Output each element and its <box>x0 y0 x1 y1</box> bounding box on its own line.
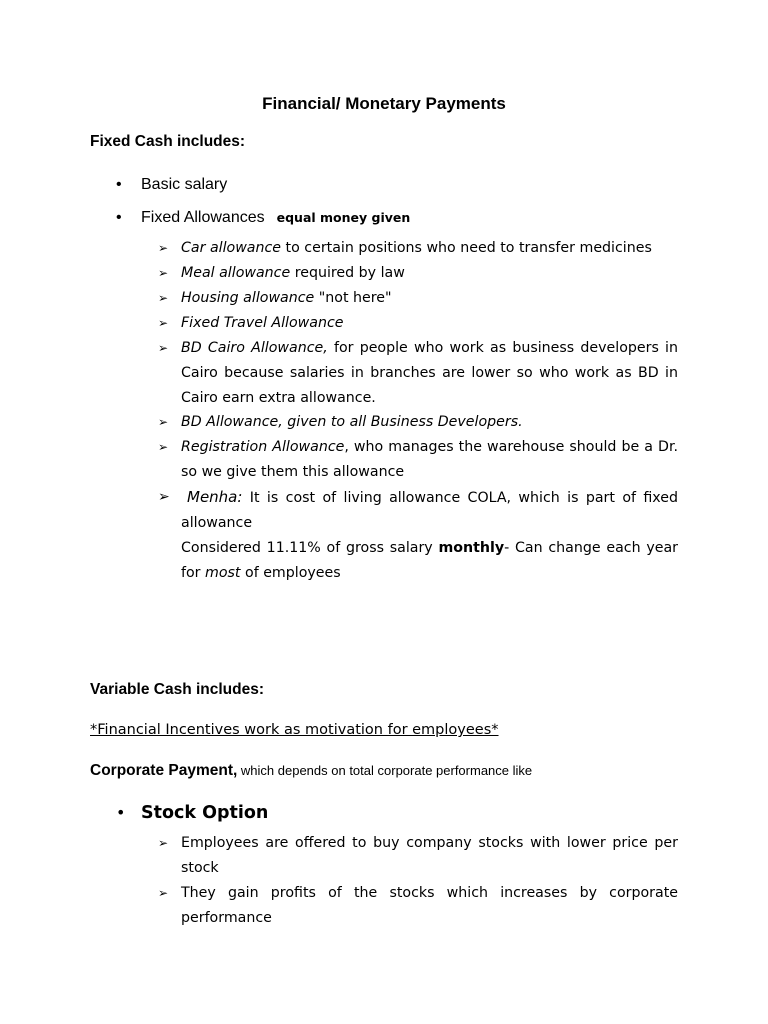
sub-item-term: Fixed Travel Allowance <box>181 315 344 331</box>
arrow-bullet-icon: ➢ <box>158 886 169 900</box>
arrow-bullet-icon: ➢ <box>158 266 169 280</box>
corporate-payment-desc: which depends on total corporate performance like <box>237 763 533 778</box>
arrow-bullet-icon: ➢ <box>158 489 170 505</box>
fixed-cash-heading: Fixed Cash includes: <box>90 133 246 150</box>
sub-item-car <box>158 236 678 261</box>
bullet-icon: • <box>116 803 126 822</box>
sub-item-desc: , who manages the warehouse should be a Dr. so we give them this allowance <box>181 439 679 480</box>
sub-item-term: Housing allowance <box>181 290 315 306</box>
sub-item-term: Car allowance <box>181 240 282 256</box>
sub-item-term: Registration Allowance <box>181 439 345 455</box>
sub-item-term: BD Cairo Allowance, <box>181 340 328 356</box>
arrow-bullet-icon: ➢ <box>158 415 169 429</box>
variable-cash-heading: Variable Cash includes: <box>90 681 265 698</box>
sub-item-meal <box>158 261 678 286</box>
sub-item-desc: Employees are offered to buy company stocks with lower price per stock <box>181 835 678 876</box>
sub-item-term: Meal allowance <box>181 265 291 281</box>
bullet-icon: • <box>116 209 122 226</box>
arrow-bullet-icon: ➢ <box>158 241 169 255</box>
incentives-note: *Financial Incentives work as motivation for employees* <box>90 722 499 738</box>
arrow-bullet-icon: ➢ <box>158 341 169 355</box>
list-item-text: Basic salary <box>141 176 228 193</box>
sub-item-registration <box>158 435 678 485</box>
sub-item-travel <box>158 311 678 336</box>
stock-sub-item-offer <box>158 831 678 881</box>
arrow-bullet-icon: ➢ <box>158 836 169 850</box>
allowance-note: equal money given <box>276 210 411 225</box>
sub-item-desc: for people who work as business developers in Cairo because salaries in branches are lower so who work as BD in Cairo earn extra allowance. <box>181 340 678 406</box>
stock-sub-item-profits <box>158 881 678 931</box>
sub-item-term: Menha: <box>187 488 243 506</box>
list-item-text: Stock Option <box>141 803 269 823</box>
sub-item-menha <box>158 485 678 586</box>
corporate-payment-label: Corporate Payment, <box>90 762 238 779</box>
sub-item-desc: to certain positions who need to transfer medicines <box>281 240 652 256</box>
sub-item-desc: "not here" <box>314 290 392 306</box>
sub-item-bd-cairo <box>158 336 678 411</box>
corporate-payment-line <box>90 762 532 780</box>
sub-item-desc: required by law <box>290 265 405 281</box>
list-item-text: Fixed Allowances <box>141 209 265 226</box>
arrow-bullet-icon: ➢ <box>158 316 169 330</box>
arrow-bullet-icon: ➢ <box>158 440 169 454</box>
bullet-icon: • <box>116 176 122 193</box>
sub-item-desc: It is cost of living allowance COLA, which is part of fixed allowance <box>181 490 678 531</box>
arrow-bullet-icon: ➢ <box>158 291 169 305</box>
menha-continuation: Considered 11.11% of gross salary monthly- Can change each year for most of employees <box>181 540 678 581</box>
sub-item-term: BD Allowance, given to all Business Developers. <box>181 414 523 430</box>
sub-item-desc: They gain profits of the stocks which increases by corporate performance <box>181 885 678 926</box>
page-title: Financial/ Monetary Payments <box>262 94 506 113</box>
sub-item-bd <box>158 410 678 435</box>
sub-item-housing <box>158 286 678 311</box>
